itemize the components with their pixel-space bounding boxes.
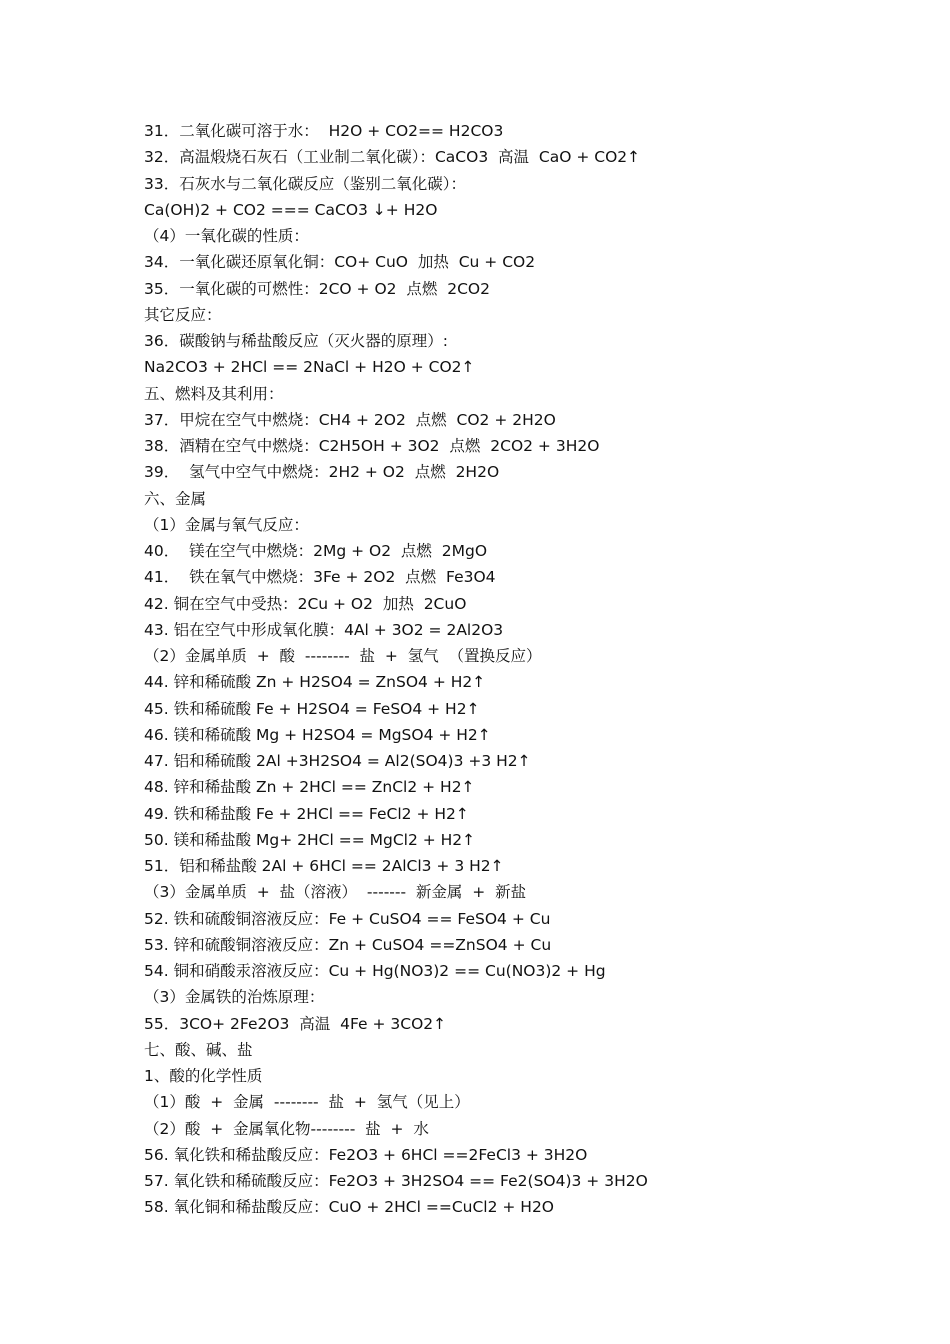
text-line: 57. 氧化铁和稀硫酸反应：Fe2O3 + 3H2SO4 == Fe2(SO4)3 + 3H2O xyxy=(144,1172,648,1190)
text-line: 35．一氧化碳的可燃性：2CO + O2 点燃 2CO2 xyxy=(144,279,490,298)
section-heading: （3）金属单质 + 盐（溶液） ------- 新金属 + 新盐 xyxy=(144,883,527,902)
text-line: 45. 铁和稀硫酸 Fe + H2SO4 = FeSO4 + H2↑ xyxy=(144,699,480,718)
text-line: 55．3CO+ 2Fe2O3 高温 4Fe + 3CO2↑ xyxy=(144,1014,447,1033)
text-line: 33．石灰水与二氧化碳反应（鉴别二氧化碳）： xyxy=(144,174,466,193)
section-heading: 七、酸、碱、盐 xyxy=(144,1040,253,1059)
text-line: 53. 锌和硫酸铜溶液反应：Zn + CuSO4 ==ZnSO4 + Cu xyxy=(144,935,552,954)
text-line: 47. 铝和稀硫酸 2Al +3H2SO4 = Al2(SO4)3 +3 H2↑ xyxy=(144,752,531,770)
section-heading: （2）金属单质 + 酸 -------- 盐 + 氢气 （置换反应） xyxy=(144,647,542,665)
document-body xyxy=(144,118,864,1221)
text-line: 40． 镁在空气中燃烧：2Mg + O2 点燃 2MgO xyxy=(144,542,488,560)
section-heading: 其它反应： xyxy=(144,305,222,324)
text-line: 48. 锌和稀盐酸 Zn + 2HCl == ZnCl2 + H2↑ xyxy=(144,778,475,797)
text-line: 31．二氧化碳可溶于水： H2O + CO2== H2CO3 xyxy=(144,122,504,140)
section-heading: （3）金属铁的治炼原理： xyxy=(144,988,325,1007)
section-heading: 1、酸的化学性质 xyxy=(144,1067,263,1085)
text-line: 46. 镁和稀硫酸 Mg + H2SO4 = MgSO4 + H2↑ xyxy=(144,725,491,744)
text-line: 39． 氢气中空气中燃烧：2H2 + O2 点燃 2H2O xyxy=(144,463,500,482)
text-line: 49. 铁和稀盐酸 Fe + 2HCl == FeCl2 + H2↑ xyxy=(144,804,469,823)
text-line: 38．酒精在空气中燃烧：C2H5OH + 3O2 点燃 2CO2 + 3H2O xyxy=(144,437,600,455)
text-line: 56. 氧化铁和稀盐酸反应：Fe2O3 + 6HCl ==2FeCl3 + 3H2O xyxy=(144,1145,588,1164)
text-line: 52. 铁和硫酸铜溶液反应：Fe + CuSO4 == FeSO4 + Cu xyxy=(144,909,551,928)
section-heading: （2）酸 + 金属氧化物-------- 盐 + 水 xyxy=(144,1119,429,1138)
section-heading: 六、金属 xyxy=(144,489,207,508)
text-line: 42. 铜在空气中受热：2Cu + O2 加热 2CuO xyxy=(144,594,467,613)
text-line: 37．甲烷在空气中燃烧：CH4 + 2O2 点燃 CO2 + 2H2O xyxy=(144,410,556,429)
text-line: Na2CO3 + 2HCl == 2NaCl + H2O + CO2↑ xyxy=(144,358,475,377)
text-line: 54. 铜和硝酸汞溶液反应：Cu + Hg(NO3)2 == Cu(NO3)2 + Hg xyxy=(144,962,606,980)
section-heading: （1）酸 + 金属 -------- 盐 + 氢气（见上） xyxy=(144,1093,470,1112)
section-heading: （1）金属与氧气反应： xyxy=(144,515,309,534)
text-line: Ca(OH)2 + CO2 === CaCO3 ↓+ H2O xyxy=(144,200,438,219)
text-line: 44. 锌和稀硫酸 Zn + H2SO4 = ZnSO4 + H2↑ xyxy=(144,673,486,692)
text-line: 32．高温煅烧石灰石（工业制二氧化碳）：CaCO3 高温 CaO + CO2↑ xyxy=(144,148,641,167)
text-line: 36．碳酸钠与稀盐酸反应（灭火器的原理）: xyxy=(144,332,448,350)
text-line: 43. 铝在空气中形成氧化膜：4Al + 3O2 = 2Al2O3 xyxy=(144,620,504,639)
text-line: 34．一氧化碳还原氧化铜：CO+ CuO 加热 Cu + CO2 xyxy=(144,253,536,272)
text-line: 41． 铁在氧气中燃烧：3Fe + 2O2 点燃 Fe3O4 xyxy=(144,568,496,587)
text-line: 58. 氧化铜和稀盐酸反应：CuO + 2HCl ==CuCl2 + H2O xyxy=(144,1198,555,1217)
section-heading: 五、燃料及其利用： xyxy=(144,384,284,403)
text-line: 51．铝和稀盐酸 2Al + 6HCl == 2AlCl3 + 3 H2↑ xyxy=(144,857,504,875)
section-heading: （4）一氧化碳的性质： xyxy=(144,227,309,245)
text-line: 50. 镁和稀盐酸 Mg+ 2HCl == MgCl2 + H2↑ xyxy=(144,830,476,849)
